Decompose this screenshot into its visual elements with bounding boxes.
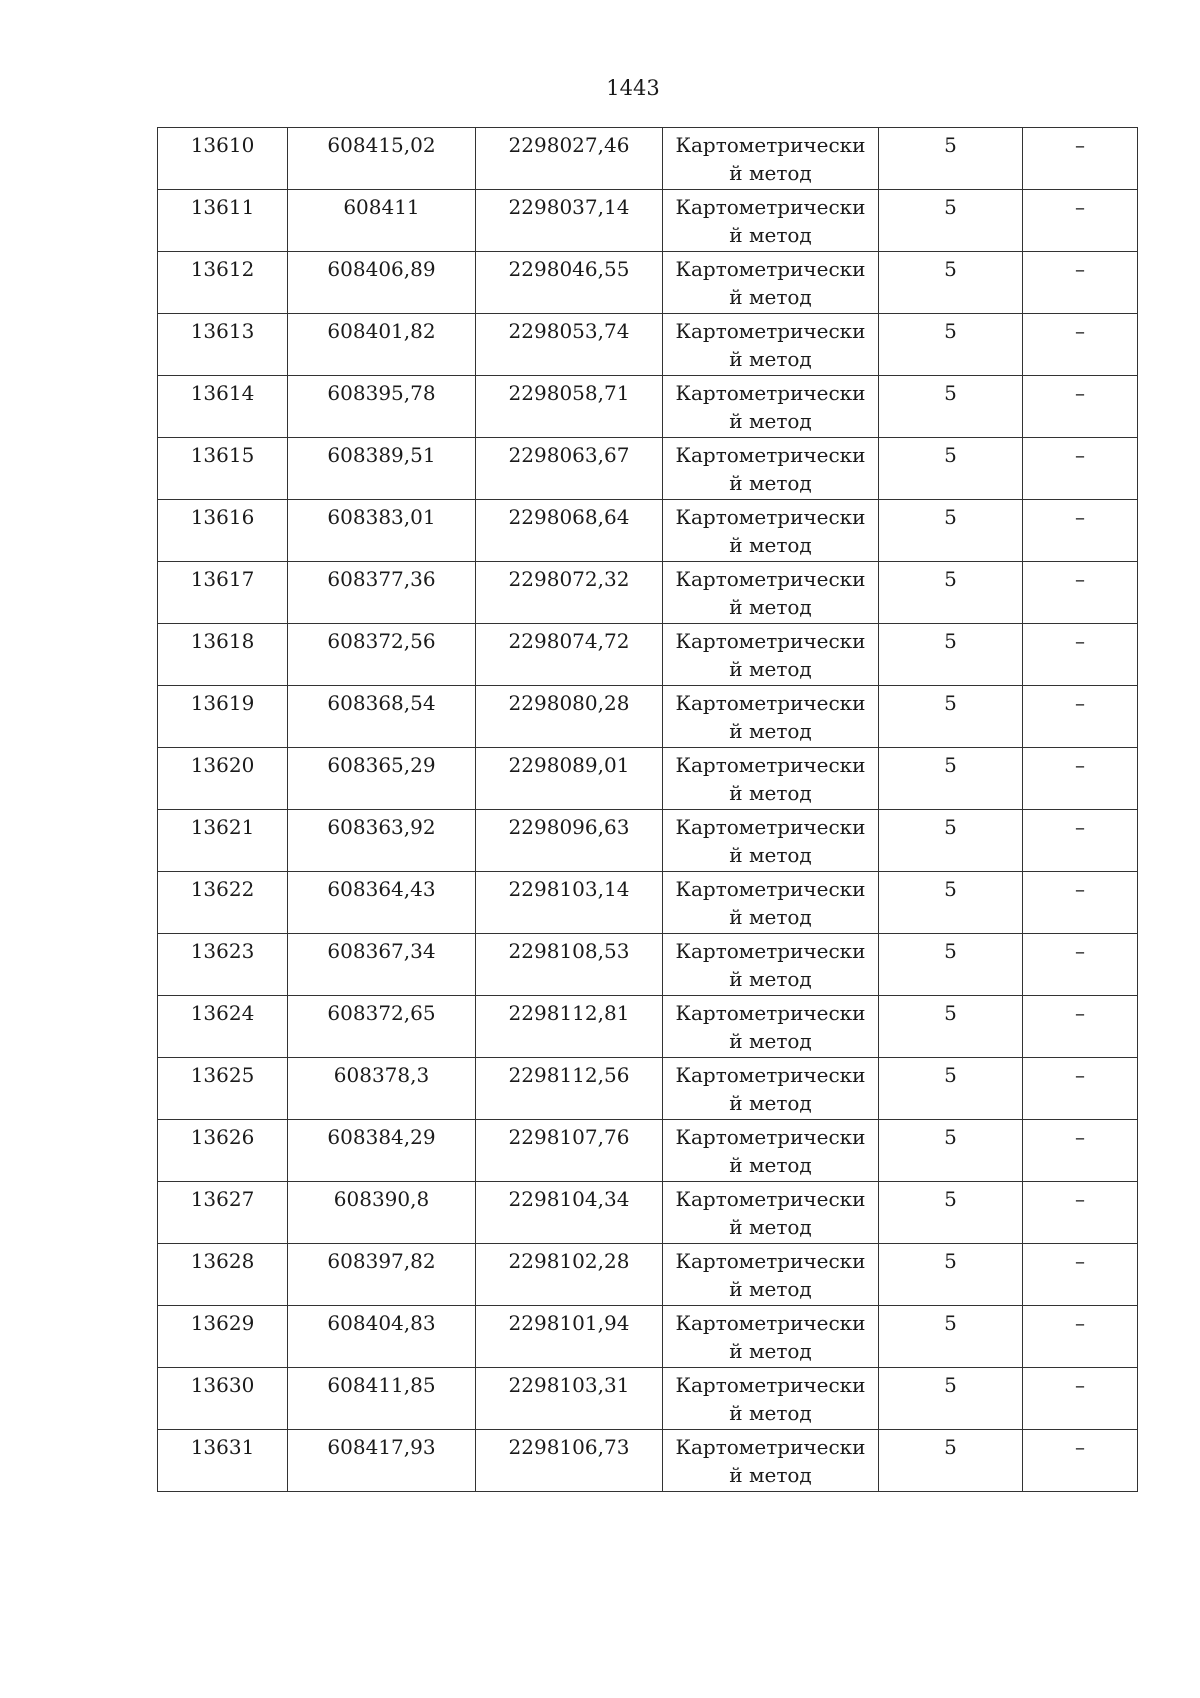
y-coordinate-cell: 2298058,71 [476, 376, 663, 438]
y-coordinate-cell: 2298096,63 [476, 810, 663, 872]
point-number-cell: 13612 [158, 252, 288, 314]
note-cell: – [1023, 1058, 1138, 1120]
x-coordinate-cell: 608397,82 [288, 1244, 476, 1306]
y-coordinate-cell: 2298063,67 [476, 438, 663, 500]
table-row [158, 1182, 1138, 1244]
method-line-1: Картометрически [675, 567, 866, 591]
point-number-cell: 13622 [158, 872, 288, 934]
point-number-cell: 13624 [158, 996, 288, 1058]
note-cell: – [1023, 872, 1138, 934]
table-row [158, 1120, 1138, 1182]
x-coordinate-cell: 608411 [288, 190, 476, 252]
note-cell: – [1023, 562, 1138, 624]
point-number-cell: 13621 [158, 810, 288, 872]
method-line-1: Картометрически [675, 1373, 866, 1397]
method-cell [663, 872, 879, 934]
method-line-2: й метод [729, 285, 812, 309]
accuracy-cell: 5 [879, 1244, 1023, 1306]
y-coordinate-cell: 2298112,56 [476, 1058, 663, 1120]
point-number-cell: 13630 [158, 1368, 288, 1430]
method-line-2: й метод [729, 223, 812, 247]
note-cell: – [1023, 376, 1138, 438]
note-cell: – [1023, 1306, 1138, 1368]
accuracy-cell: 5 [879, 748, 1023, 810]
method-cell [663, 1368, 879, 1430]
method-line-2: й метод [729, 843, 812, 867]
point-number-cell: 13619 [158, 686, 288, 748]
table-row [158, 190, 1138, 252]
y-coordinate-cell: 2298112,81 [476, 996, 663, 1058]
method-line-2: й метод [729, 1215, 812, 1239]
x-coordinate-cell: 608417,93 [288, 1430, 476, 1492]
x-coordinate-cell: 608365,29 [288, 748, 476, 810]
table-row [158, 1306, 1138, 1368]
y-coordinate-cell: 2298102,28 [476, 1244, 663, 1306]
table-row [158, 1058, 1138, 1120]
accuracy-cell: 5 [879, 1306, 1023, 1368]
method-cell [663, 1306, 879, 1368]
note-cell: – [1023, 190, 1138, 252]
y-coordinate-cell: 2298037,14 [476, 190, 663, 252]
method-cell [663, 686, 879, 748]
method-cell [663, 500, 879, 562]
x-coordinate-cell: 608372,65 [288, 996, 476, 1058]
method-line-2: й метод [729, 1339, 812, 1363]
point-number-cell: 13620 [158, 748, 288, 810]
y-coordinate-cell: 2298104,34 [476, 1182, 663, 1244]
point-number-cell: 13615 [158, 438, 288, 500]
table-row [158, 624, 1138, 686]
method-cell [663, 252, 879, 314]
table-row [158, 810, 1138, 872]
table-row [158, 314, 1138, 376]
point-number-cell: 13618 [158, 624, 288, 686]
table-row [158, 996, 1138, 1058]
method-cell [663, 128, 879, 190]
note-cell: – [1023, 1430, 1138, 1492]
accuracy-cell: 5 [879, 562, 1023, 624]
method-line-1: Картометрически [675, 1311, 866, 1335]
x-coordinate-cell: 608377,36 [288, 562, 476, 624]
point-number-cell: 13629 [158, 1306, 288, 1368]
note-cell: – [1023, 1244, 1138, 1306]
point-number-cell: 13610 [158, 128, 288, 190]
table-row [158, 252, 1138, 314]
note-cell: – [1023, 314, 1138, 376]
method-line-1: Картометрически [675, 1249, 866, 1273]
y-coordinate-cell: 2298053,74 [476, 314, 663, 376]
table-row [158, 500, 1138, 562]
point-number-cell: 13625 [158, 1058, 288, 1120]
method-cell [663, 1244, 879, 1306]
method-cell [663, 1430, 879, 1492]
note-cell: – [1023, 500, 1138, 562]
method-cell [663, 748, 879, 810]
method-line-2: й метод [729, 161, 812, 185]
accuracy-cell: 5 [879, 438, 1023, 500]
accuracy-cell: 5 [879, 314, 1023, 376]
accuracy-cell: 5 [879, 376, 1023, 438]
accuracy-cell: 5 [879, 996, 1023, 1058]
x-coordinate-cell: 608404,83 [288, 1306, 476, 1368]
point-number-cell: 13628 [158, 1244, 288, 1306]
x-coordinate-cell: 608363,92 [288, 810, 476, 872]
method-line-2: й метод [729, 1401, 812, 1425]
x-coordinate-cell: 608389,51 [288, 438, 476, 500]
method-line-2: й метод [729, 967, 812, 991]
method-line-1: Картометрически [675, 505, 866, 529]
coordinates-table-body [158, 128, 1138, 1492]
table-row [158, 872, 1138, 934]
method-cell [663, 1058, 879, 1120]
y-coordinate-cell: 2298103,31 [476, 1368, 663, 1430]
point-number-cell: 13627 [158, 1182, 288, 1244]
method-cell [663, 996, 879, 1058]
method-line-1: Картометрически [675, 1435, 866, 1459]
method-line-1: Картометрически [675, 1187, 866, 1211]
method-cell [663, 562, 879, 624]
y-coordinate-cell: 2298046,55 [476, 252, 663, 314]
x-coordinate-cell: 608383,01 [288, 500, 476, 562]
accuracy-cell: 5 [879, 1058, 1023, 1120]
table-row [158, 686, 1138, 748]
accuracy-cell: 5 [879, 190, 1023, 252]
method-line-1: Картометрически [675, 939, 866, 963]
x-coordinate-cell: 608401,82 [288, 314, 476, 376]
method-line-2: й метод [729, 1277, 812, 1301]
method-line-2: й метод [729, 905, 812, 929]
x-coordinate-cell: 608411,85 [288, 1368, 476, 1430]
method-line-2: й метод [729, 409, 812, 433]
method-cell [663, 190, 879, 252]
coordinates-table [157, 127, 1138, 1492]
table-row [158, 1430, 1138, 1492]
method-line-2: й метод [729, 595, 812, 619]
accuracy-cell: 5 [879, 1120, 1023, 1182]
method-line-2: й метод [729, 657, 812, 681]
point-number-cell: 13623 [158, 934, 288, 996]
note-cell: – [1023, 128, 1138, 190]
accuracy-cell: 5 [879, 252, 1023, 314]
point-number-cell: 13613 [158, 314, 288, 376]
note-cell: – [1023, 1120, 1138, 1182]
method-cell [663, 438, 879, 500]
note-cell: – [1023, 810, 1138, 872]
method-line-1: Картометрически [675, 1125, 866, 1149]
method-line-1: Картометрически [675, 1063, 866, 1087]
method-line-2: й метод [729, 533, 812, 557]
method-line-2: й метод [729, 347, 812, 371]
x-coordinate-cell: 608406,89 [288, 252, 476, 314]
y-coordinate-cell: 2298080,28 [476, 686, 663, 748]
table-row [158, 748, 1138, 810]
note-cell: – [1023, 934, 1138, 996]
point-number-cell: 13614 [158, 376, 288, 438]
accuracy-cell: 5 [879, 1430, 1023, 1492]
x-coordinate-cell: 608367,34 [288, 934, 476, 996]
method-line-1: Картометрически [675, 753, 866, 777]
table-row [158, 562, 1138, 624]
method-cell [663, 376, 879, 438]
y-coordinate-cell: 2298089,01 [476, 748, 663, 810]
accuracy-cell: 5 [879, 1182, 1023, 1244]
note-cell: – [1023, 748, 1138, 810]
method-cell [663, 1120, 879, 1182]
method-line-1: Картометрически [675, 691, 866, 715]
table-row [158, 934, 1138, 996]
accuracy-cell: 5 [879, 500, 1023, 562]
point-number-cell: 13611 [158, 190, 288, 252]
method-cell [663, 934, 879, 996]
accuracy-cell: 5 [879, 934, 1023, 996]
y-coordinate-cell: 2298107,76 [476, 1120, 663, 1182]
table-row [158, 1368, 1138, 1430]
method-cell [663, 1182, 879, 1244]
note-cell: – [1023, 438, 1138, 500]
table-row [158, 376, 1138, 438]
accuracy-cell: 5 [879, 686, 1023, 748]
y-coordinate-cell: 2298103,14 [476, 872, 663, 934]
x-coordinate-cell: 608390,8 [288, 1182, 476, 1244]
point-number-cell: 13617 [158, 562, 288, 624]
accuracy-cell: 5 [879, 624, 1023, 686]
method-line-2: й метод [729, 719, 812, 743]
point-number-cell: 13626 [158, 1120, 288, 1182]
method-line-2: й метод [729, 1463, 812, 1487]
point-number-cell: 13631 [158, 1430, 288, 1492]
y-coordinate-cell: 2298108,53 [476, 934, 663, 996]
method-cell [663, 624, 879, 686]
point-number-cell: 13616 [158, 500, 288, 562]
y-coordinate-cell: 2298027,46 [476, 128, 663, 190]
method-line-1: Картометрически [675, 815, 866, 839]
table-row [158, 1244, 1138, 1306]
accuracy-cell: 5 [879, 810, 1023, 872]
method-line-1: Картометрически [675, 319, 866, 343]
x-coordinate-cell: 608368,54 [288, 686, 476, 748]
x-coordinate-cell: 608384,29 [288, 1120, 476, 1182]
method-cell [663, 810, 879, 872]
method-line-2: й метод [729, 471, 812, 495]
x-coordinate-cell: 608378,3 [288, 1058, 476, 1120]
note-cell: – [1023, 624, 1138, 686]
method-line-1: Картометрически [675, 1001, 866, 1025]
method-line-2: й метод [729, 781, 812, 805]
method-line-1: Картометрически [675, 133, 866, 157]
method-line-1: Картометрически [675, 195, 866, 219]
x-coordinate-cell: 608364,43 [288, 872, 476, 934]
note-cell: – [1023, 686, 1138, 748]
accuracy-cell: 5 [879, 872, 1023, 934]
method-line-1: Картометрически [675, 257, 866, 281]
x-coordinate-cell: 608395,78 [288, 376, 476, 438]
method-line-1: Картометрически [675, 877, 866, 901]
method-line-1: Картометрически [675, 443, 866, 467]
y-coordinate-cell: 2298101,94 [476, 1306, 663, 1368]
y-coordinate-cell: 2298068,64 [476, 500, 663, 562]
x-coordinate-cell: 608415,02 [288, 128, 476, 190]
y-coordinate-cell: 2298072,32 [476, 562, 663, 624]
accuracy-cell: 5 [879, 1368, 1023, 1430]
y-coordinate-cell: 2298106,73 [476, 1430, 663, 1492]
note-cell: – [1023, 1182, 1138, 1244]
method-line-2: й метод [729, 1029, 812, 1053]
method-cell [663, 314, 879, 376]
table-row [158, 128, 1138, 190]
note-cell: – [1023, 1368, 1138, 1430]
accuracy-cell: 5 [879, 128, 1023, 190]
x-coordinate-cell: 608372,56 [288, 624, 476, 686]
method-line-2: й метод [729, 1153, 812, 1177]
note-cell: – [1023, 996, 1138, 1058]
page-number: 1443 [606, 76, 660, 100]
note-cell: – [1023, 252, 1138, 314]
table-row [158, 438, 1138, 500]
method-line-2: й метод [729, 1091, 812, 1115]
y-coordinate-cell: 2298074,72 [476, 624, 663, 686]
method-line-1: Картометрически [675, 629, 866, 653]
method-line-1: Картометрически [675, 381, 866, 405]
